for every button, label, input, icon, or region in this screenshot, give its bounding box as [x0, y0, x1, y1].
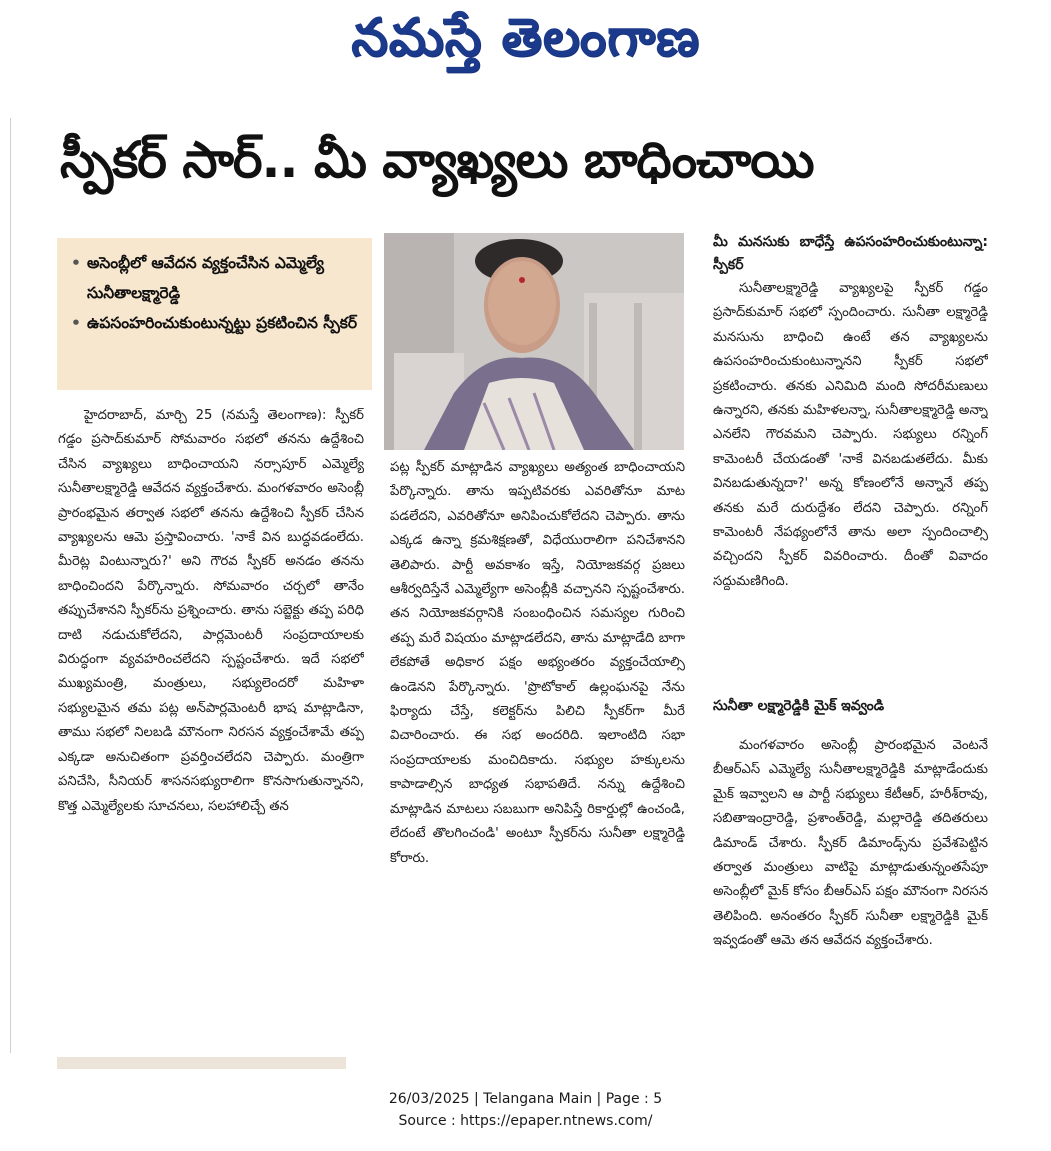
woman-portrait-image	[384, 233, 684, 450]
highlight-text: అసెంబ్లీలో ఆవేదన వ్యక్తంచేసిన ఎమ్మెల్యే సునీతాలక్ష్మారెడ్డి	[87, 254, 325, 302]
article-headline: స్పీకర్ సార్.. మీ వ్యాఖ్యలు బాధించాయి	[60, 131, 814, 189]
bullet-icon: •	[71, 254, 81, 272]
edition-info: 26/03/2025 | Telangana Main | Page : 5	[388, 1091, 663, 1107]
section-heading: మీ మనసుకు బాధేస్తే ఉపసంహరించుకుంటున్నా: స్పీకర్	[713, 234, 988, 273]
paragraph: పట్ల స్పీకర్ మాట్లాడిన వ్యాఖ్యలు అత్యంత బాధించాయని పేర్కొన్నారు. తాను ఇప్పటివరకు ఎవరితోనూ మాట పడలేదని, ఎవరితోనూ అనిపించుకోలేదని చెప్పారు. తాను ఎక్కడ ఉన్నా క్రమశిక్షణతో, విధేయురాలిగా పనిచేశానని తెలిపారు. పార్టీ అవకాశం ఇస్తే, నియోజకవర్గ ప్రజలు ఆశీర్వదిస్తేనే ఎమ్మెల్యేగా అసెంబ్లీకి వచ్చానని స్పష్టంచేశారు. తన నియోజకవర్గానికి సంబంధించిన సమస్యల గురించి తప్ప మరే విషయం మాట్లాడలేదని, తాను మాట్లాడేది బాగా లేకపోతే అధికార పక్షం అభ్యంతరం వ్యక్తంచేయాల్సి ఉండెనని పేర్కొన్నారు. 'ప్రొటోకాల్ ఉల్లంఘనపై నేను ఫిర్యాదు చేస్తే, కలెక్టర్‌ను పిలిచి స్పీకర్‌గా మీరే విచారించారు. ఈ సభ అందరిది. ఇలాంటిది సభా సంప్రదాయాలకు మంచిదికాదు. సభ్యుల హక్కులను కాపాడాల్సిన బాధ్యత సభాపతిదే. నన్ను ఉద్దేశించి మాట్లాడిన మాటలు సబబుగా అనిపిస్తే రికార్డుల్లో ఉంచండి, లేదంటే తొలగించండి' అంటూ స్పీకర్‌ను సునీతా లక్ష్మారెడ్డి కోరారు.	[390, 460, 685, 866]
highlight-item	[71, 248, 358, 308]
highlights-box	[57, 238, 372, 390]
article-column-3	[713, 231, 988, 671]
mla-photo	[384, 233, 684, 450]
highlight-item	[71, 308, 358, 338]
bullet-icon: •	[71, 314, 81, 332]
paragraph: మంగళవారం అసెంబ్లీ ప్రారంభమైన వెంటనే బీఆర్‌ఎస్ ఎమ్మెల్యే సునీతాలక్ష్మారెడ్డికి మాట్లాడేందుకు మైక్ ఇవ్వాలని ఆ పార్టీ సభ్యులు కేటీఆర్, హరీశ్‌రావు, సబితాఇంద్రారెడ్డి, ప్రశాంత్‌రెడ్డి, మల్లారెడ్డి తదితరులు డిమాండ్ చేశారు. స్పీకర్ డిమాండ్స్‌ను ప్రవేశపెట్టిన తర్వాత మంత్రులు వాటిపై మాట్లాడుతున్నంతసేపూ అసెంబ్లీలో మైక్ కోసం బీఆర్‌ఎస్ పక్షం మౌనంగా నిరసన తెలిపింది. అనంతరం స్పీకర్ సునీతా లక్ష్మారెడ్డికి మైక్ ఇవ్వడంతో ఆమె తన ఆవేదన వ్యక్తంచేశారు.	[713, 738, 988, 949]
page-footer	[0, 1088, 1051, 1132]
section-heading: సునీతా లక్ష్మారెడ్డికి మైక్ ఇవ్వండి	[713, 698, 885, 714]
paragraph: హైదరాబాద్, మార్చి 25 (నమస్తే తెలంగాణ): స్పీకర్ గడ్డం ప్రసాద్‌కుమార్ సోమవారం సభలో తనను ఉద్దేశించి చేసిన వ్యాఖ్యలు బాధించాయని నర్సాపూర్ ఎమ్మెల్యే సునీతాలక్ష్మారెడ్డి ఆవేదన వ్యక్తంచేశారు. మంగళవారం అసెంబ్లీ ప్రారంభమైన తర్వాత సభలో తనను ఉద్దేశించి స్పీకర్ చేసిన వ్యాఖ్యలను ఆమె ప్రస్తావించారు. 'నాకే విన బుద్ధవడంలేదు. మీరెట్ల వింటున్నారు?' అని గౌరవ స్పీకర్ అనడం తనను బాధించిందని పేర్కొన్నారు. సోమవారం చర్చలో తానేం తప్పుచేశానని స్పీకర్‌ను ప్రశ్నించారు. తాను సబ్జెక్టు తప్ప పరిధి దాటి నడుచుకోలేదని, పార్లమెంటరీ సంప్రదాయాలకు విరుద్ధంగా వ్యవహరించలేదని స్పష్టంచేశారు. ఇదే సభలో ముఖ్యమంత్రి, మంత్రులు, సభ్యులెందరో మహిళా సభ్యులమైన తమ పట్ల అన్‌పార్లమెంటరీ భాష మాట్లాడినా, తాము సభలో నిలబడి మౌనంగా నిరసన వ్యక్తంచేశామే తప్ప ఎక్కడా అనుచితంగా ప్రవర్తించలేదని చెప్పారు. మంత్రిగా పనిచేసి, సీనియర్ శాసనసభ్యురాలిగా కొనసాగుతున్నానని, కొత్త ఎమ్మెల్యేలకు సూచనలు, సలహాలిచ్చే తన	[58, 408, 364, 814]
newspaper-masthead: నమస్తే తెలంగాణ	[351, 8, 700, 68]
article-column-1	[58, 404, 364, 1044]
article-column-4	[713, 734, 988, 1044]
bottom-divider	[57, 1057, 346, 1069]
source-link[interactable]: Source : https://epaper.ntnews.com/	[398, 1113, 653, 1129]
article-column-2	[390, 456, 685, 1041]
left-column-rule	[0, 118, 11, 1053]
highlight-text: ఉపసంహరించుకుంటున్నట్టు ప్రకటించిన స్పీకర్	[87, 314, 358, 332]
paragraph: సునీతాలక్ష్మారెడ్డి వ్యాఖ్యలపై స్పీకర్ గడ్డం ప్రసాద్‌కుమార్ సభలో స్పందించారు. సునీతా లక్ష్మారెడ్డి మనసును బాధించి ఉంటే తన వ్యాఖ్యలను ఉపసంహరించుకుంటున్నానని స్పీకర్ సభలో ప్రకటించారు. తనకు ఎనిమిది మంది సోదరీమణులు ఉన్నారని, తనకు మహిళలన్నా, సునీతాలక్ష్మారెడ్డి అన్నా ఎనలేని గౌరవమని చెప్పారు. సభ్యులు రన్నింగ్ కామెంటరీ చేయడంతో 'నాకే వినబడుతలేదు. మీకు వినబడుతున్నదా?' అన్న కోణంలోనే అన్నానే తప్ప తనకు మరే దురుద్దేశం లేదని చెప్పారు. రన్నింగ్ కామెంటరీ నేపథ్యంలోనే తాను అలా స్పందించాల్సి వచ్చిందని స్పీకర్ వివరించారు. దీంతో వివాదం సద్దుమణిగింది.	[713, 281, 988, 589]
